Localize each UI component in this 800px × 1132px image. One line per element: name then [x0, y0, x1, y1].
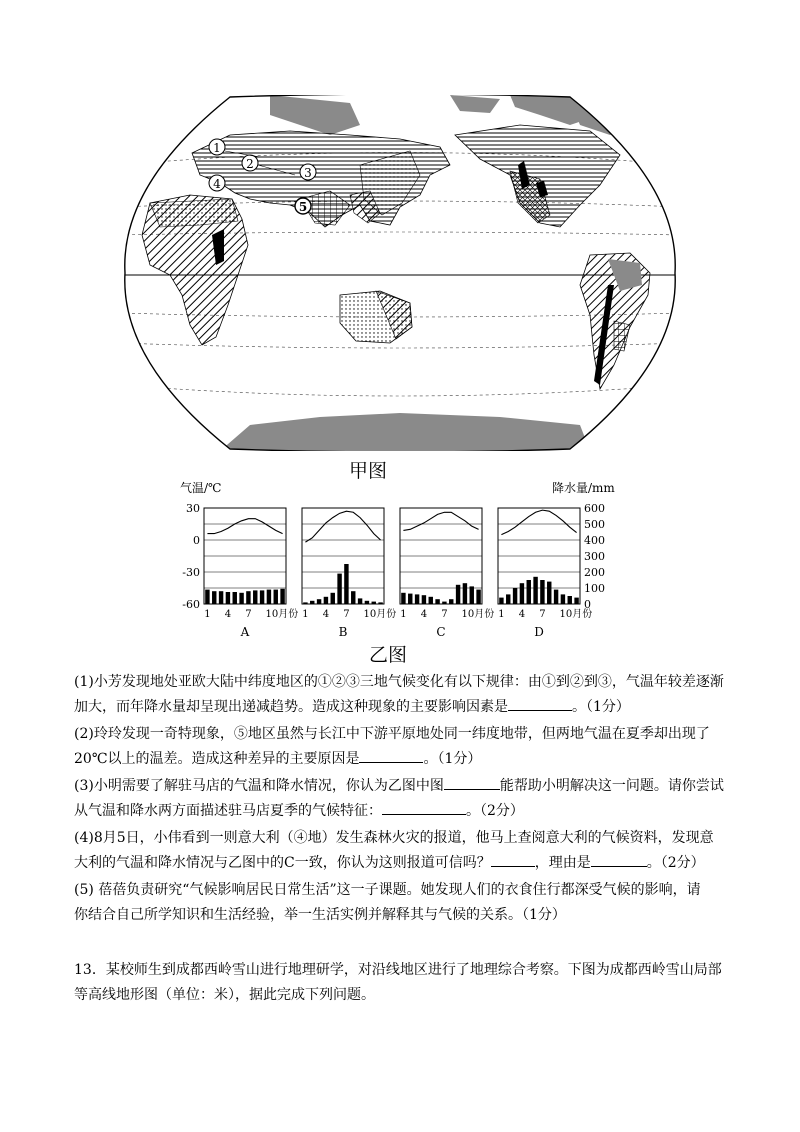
temperature-curve — [501, 510, 576, 535]
precipitation-bar — [568, 596, 572, 604]
precipitation-bar — [280, 589, 284, 604]
temperature-tick-label: -60 — [182, 598, 200, 611]
precipitation-bar — [331, 593, 335, 604]
precipitation-bar — [358, 598, 362, 604]
q1-line-a: (1)小芳发现地处亚欧大陆中纬度地区的①②③三地气候变化有以下规律：由①到②到③，气温年较差逐渐 — [74, 674, 724, 690]
precipitation-bar — [324, 597, 328, 604]
precipitation-bar — [344, 564, 348, 604]
precipitation-tick-label: 500 — [584, 518, 605, 531]
svg-text:1: 1 — [213, 141, 221, 155]
q4-score: 。（2分） — [646, 855, 705, 871]
precipitation-bar — [260, 590, 264, 604]
precipitation-bar — [422, 595, 426, 604]
precipitation-bar — [274, 590, 278, 604]
precipitation-bar — [506, 594, 510, 604]
month-tick-label: 7 — [539, 609, 546, 620]
precipitation-bar — [527, 580, 531, 604]
temperature-tick-label: 0 — [193, 534, 200, 547]
q4-line-b: 大利的气温和降水情况与乙图中的C一致，你认为这则报道可信吗？ — [74, 855, 491, 871]
temperature-tick-label: -30 — [182, 566, 200, 579]
precipitation-tick-label: 400 — [584, 534, 605, 547]
precipitation-bar — [456, 585, 460, 604]
precipitation-tick-label: 200 — [584, 566, 605, 579]
precipitation-bar — [219, 591, 223, 604]
q13-line-a: 13．某校师生到成都西岭雪山进行地理研学，对沿线地区进行了地理综合考察。下图为成都西岭雪山局部 — [74, 962, 722, 978]
q1-answer-blank[interactable] — [508, 695, 572, 711]
right-axis-label: 降水量/mm — [552, 481, 615, 495]
precipitation-bar — [429, 597, 433, 604]
precipitation-bar — [520, 583, 524, 604]
precipitation-bar — [246, 591, 250, 604]
precipitation-bar — [310, 601, 314, 604]
map-marker-4 — [209, 175, 225, 191]
precipitation-bar — [303, 602, 307, 604]
precipitation-bar — [547, 582, 551, 604]
temperature-curve — [403, 512, 478, 530]
precipitation-tick-label: 600 — [584, 502, 605, 515]
temperature-curve — [305, 511, 380, 542]
precipitation-bar — [463, 583, 467, 604]
q4-reason-label: ，理由是 — [534, 855, 591, 871]
q4-reason-blank[interactable] — [591, 851, 647, 867]
precipitation-bar — [317, 599, 321, 604]
precipitation-bar — [470, 586, 474, 604]
svg-text:2: 2 — [246, 157, 254, 171]
map-marker-3 — [300, 164, 316, 180]
month-tick-label: 10月份 — [461, 609, 495, 620]
question-13 — [74, 958, 730, 1008]
precipitation-bar — [499, 598, 503, 604]
precipitation-bar — [253, 590, 257, 604]
precipitation-bar — [372, 602, 376, 604]
climate-panel-a — [204, 508, 298, 638]
q3-figure-blank[interactable] — [444, 774, 500, 790]
precipitation-bar — [378, 602, 382, 604]
month-tick-label: 1 — [498, 609, 505, 620]
temperature-curve — [207, 519, 282, 534]
climate-panel-d — [498, 508, 592, 638]
q3-line-a2: 能帮助小明解决这一问题。请你尝试 — [499, 778, 724, 794]
precipitation-bar — [513, 588, 517, 604]
panel-label: B — [338, 625, 348, 638]
question-4 — [74, 826, 730, 876]
q1-score: 。（1分） — [572, 699, 630, 715]
month-tick-label: 4 — [322, 609, 330, 620]
svg-text:5: 5 — [298, 200, 308, 214]
precipitation-bar — [239, 593, 243, 604]
q4-line-a: (4)8月5日，小伟看到一则意大利（④地）发生森林火灾的报道，他马上查阅意大利的气候资料，发现意 — [74, 830, 714, 846]
month-tick-label: 1 — [204, 609, 211, 620]
climate-panel-b — [302, 508, 396, 638]
panel-label: A — [240, 625, 250, 638]
q1-line-b: 加大，而年降水量却呈现出递减趋势。造成这种现象的主要影响因素是 — [74, 699, 508, 715]
precipitation-bar — [365, 601, 369, 604]
precipitation-bar — [351, 591, 355, 604]
precipitation-bar — [561, 594, 565, 604]
precipitation-bar — [574, 598, 578, 604]
question-1 — [74, 670, 730, 720]
map-marker-2 — [242, 155, 258, 171]
figure-yi-caption: 乙图 — [368, 644, 407, 666]
precipitation-bar — [233, 592, 237, 604]
q3-line-b: 从气温和降水两方面描述驻马店夏季的气候特征： — [74, 803, 382, 819]
precipitation-bar — [226, 592, 230, 604]
q5-line-b: 你结合自己所学知识和生活经验，举一生活实例并解释其与气候的关系。（1分） — [74, 907, 566, 923]
left-axis-label: 气温/℃ — [180, 481, 222, 495]
month-tick-label: 1 — [400, 609, 407, 620]
month-tick-label: 10月份 — [363, 609, 397, 620]
figure-jia-caption: 甲图 — [348, 460, 387, 482]
month-tick-label: 10月份 — [265, 609, 299, 620]
precipitation-tick-label: 100 — [584, 582, 605, 595]
precipitation-bar — [212, 591, 216, 604]
map-marker-5 — [295, 198, 311, 214]
question-5 — [74, 878, 730, 928]
precipitation-bar — [205, 590, 209, 604]
month-tick-label: 7 — [245, 609, 252, 620]
precipitation-bar — [554, 590, 558, 604]
precipitation-bar — [476, 590, 480, 604]
precipitation-tick-label: 300 — [584, 550, 605, 563]
world-climate-map — [120, 95, 680, 451]
panel-label: D — [534, 625, 544, 638]
q3-score: 。（2分） — [466, 803, 524, 819]
q3-feature-blank[interactable] — [382, 799, 466, 815]
q3-line-a: (3)小明需要了解驻马店的气温和降水情况，你认为乙图中图 — [74, 778, 444, 794]
precipitation-bar — [401, 593, 405, 604]
panel-label: C — [436, 625, 446, 638]
precipitation-bar — [449, 599, 453, 604]
month-tick-label: 7 — [343, 609, 350, 620]
precipitation-bar — [442, 602, 446, 604]
month-tick-label: 4 — [518, 609, 526, 620]
precipitation-tick-label: 0 — [584, 598, 591, 611]
precipitation-bar — [435, 599, 439, 604]
precipitation-bar — [267, 590, 271, 604]
climate-charts — [176, 478, 616, 638]
svg-text:4: 4 — [213, 177, 221, 191]
question-3 — [74, 774, 730, 824]
q4-credible-blank[interactable] — [491, 851, 535, 867]
q5-line-a: (5) 蓓蓓负责研究“气候影响居民日常生活”这一子课题。她发现人们的衣食住行都深受气候的影响，请 — [74, 882, 701, 898]
precipitation-bar — [533, 577, 537, 604]
q2-score: 。（1分） — [423, 751, 482, 767]
q2-line-b: 20℃以上的温差。造成这种差异的主要原因是 — [74, 751, 360, 767]
month-tick-label: 7 — [441, 609, 448, 620]
month-tick-label: 1 — [302, 609, 309, 620]
q2-line-a: (2)玲玲发现一奇特现象，⑤地区虽然与长江中下游平原地处同一纬度地带，但两地气温在夏季却出现了 — [74, 726, 710, 742]
precipitation-bar — [415, 594, 419, 604]
map-marker-1 — [209, 139, 225, 155]
q13-line-b: 等高线地形图（单位：米），据此完成下列问题。 — [74, 987, 375, 1003]
temperature-tick-label: 30 — [186, 502, 200, 515]
month-tick-label: 4 — [420, 609, 428, 620]
month-tick-label: 4 — [224, 609, 232, 620]
precipitation-bar — [540, 580, 544, 604]
precipitation-bar — [337, 574, 341, 604]
month-tick-label: 10月份 — [559, 609, 593, 620]
precipitation-bar — [408, 594, 412, 604]
svg-text:3: 3 — [304, 166, 312, 180]
question-2 — [74, 722, 730, 772]
q2-answer-blank[interactable] — [359, 747, 423, 763]
climate-panel-c — [400, 508, 494, 638]
